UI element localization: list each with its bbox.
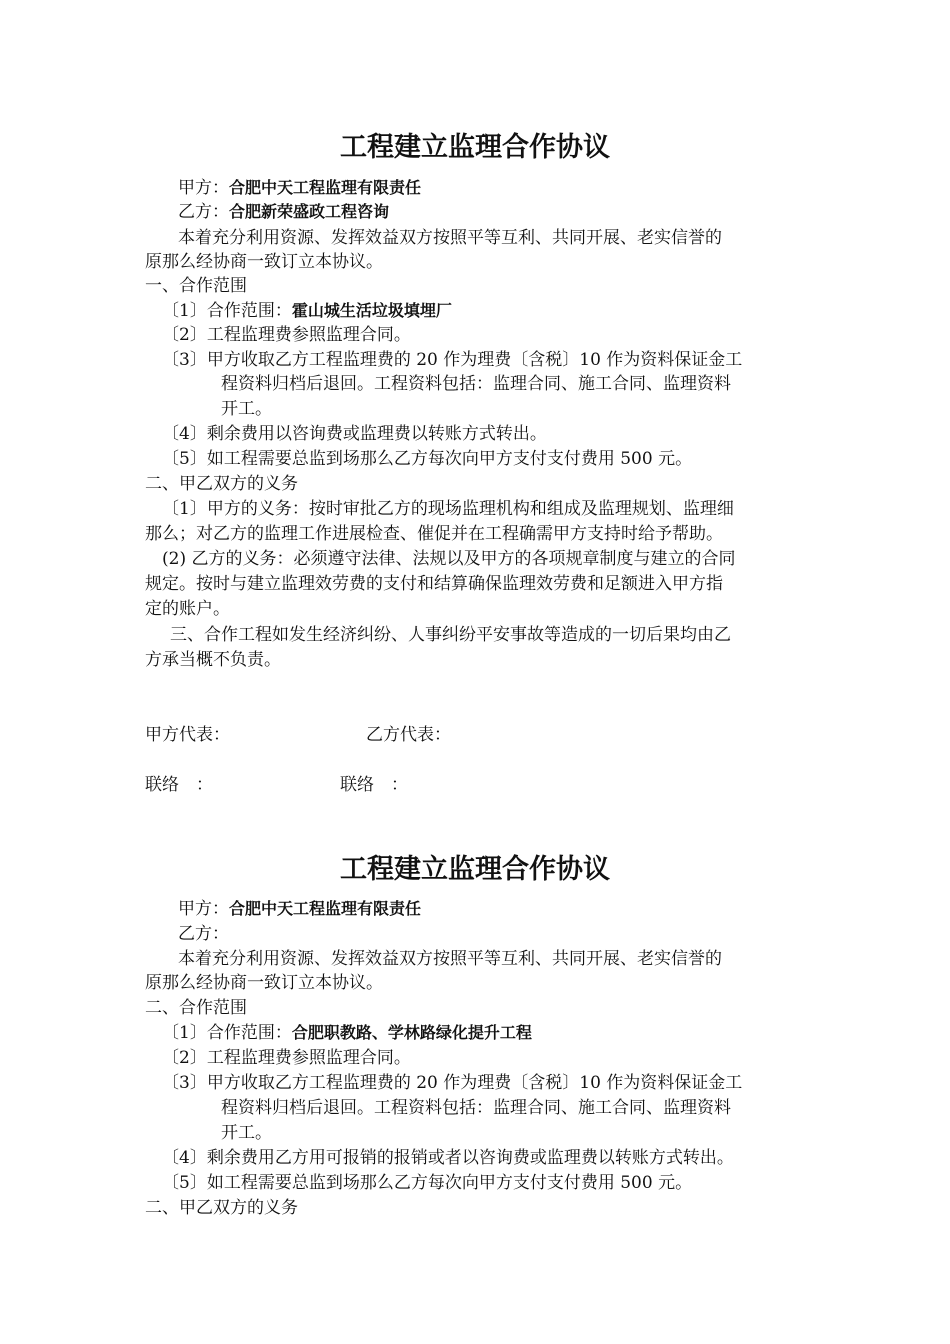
party-a-name: 合肥中天工程监理有限责任 [229, 178, 422, 197]
party-a-representative: 甲方代表： [145, 725, 230, 745]
duty-line: 那么；对乙方的监理工作进展检查、催促并在工程确需甲方支持时给予帮助。 [145, 524, 723, 544]
scope-item: 〔2〕工程监理费参照监理合同。 [162, 325, 411, 345]
scope-label: 〔1〕合作范围： [162, 301, 292, 321]
agreement-title: 工程建立监理合作协议 [340, 132, 610, 163]
scope-item: 〔2〕工程监理费参照监理合同。 [162, 1048, 411, 1068]
scope-item: 〔5〕如工程需要总监到场那么乙方每次向甲方支付支付费用 500 元。 [162, 1173, 693, 1193]
intro-line: 本着充分利用资源、发挥效益双方按照平等互利、共同开展、老实信誉的 [178, 949, 722, 969]
duty-line: 规定。按时与建立监理效劳费的支付和结算确保监理效劳费和足额进入甲方指 [145, 574, 723, 594]
party-a-line [178, 176, 421, 200]
intro-line: 原那么经协商一致订立本协议。 [145, 973, 383, 993]
section-heading: 二、甲乙双方的义务 [145, 474, 298, 494]
party-b-line [178, 200, 389, 224]
scope-item: 〔3〕甲方收取乙方工程监理费的 20 作为理费〔含税〕10 作为资料保证金工 [162, 1073, 743, 1093]
agreement-title: 工程建立监理合作协议 [340, 854, 610, 885]
party-a-contact: 联络 ： [145, 775, 213, 795]
section-three-line: 三、合作工程如发生经济纠纷、人事纠纷平安事故等造成的一切后果均由乙 [170, 625, 731, 645]
scope-item: 〔3〕甲方收取乙方工程监理费的 20 作为理费〔含税〕10 作为资料保证金工 [162, 350, 743, 370]
intro-line: 原那么经协商一致订立本协议。 [145, 252, 383, 272]
scope-item [162, 1021, 532, 1045]
scope-item: 〔4〕剩余费用乙方用可报销的报销或者以咨询费或监理费以转账方式转出。 [162, 1148, 734, 1168]
scope-item-continued: 程资料归档后退回。工程资料包括：监理合同、施工合同、监理资料 [221, 1098, 731, 1118]
section-heading: 二、甲乙双方的义务 [145, 1198, 298, 1218]
party-a-label: 甲方： [178, 178, 229, 198]
intro-line: 本着充分利用资源、发挥效益双方按照平等互利、共同开展、老实信誉的 [178, 228, 722, 248]
scope-value: 合肥职教路、学林路绿化提升工程 [291, 1023, 532, 1042]
party-b-line: 乙方： [178, 924, 229, 944]
party-a-name: 合肥中天工程监理有限责任 [229, 899, 422, 918]
party-a-line [178, 897, 421, 921]
party-b-label: 乙方： [178, 202, 229, 222]
scope-item: 〔5〕如工程需要总监到场那么乙方每次向甲方支付支付费用 500 元。 [162, 449, 693, 469]
section-heading: 二、合作范围 [145, 998, 247, 1018]
section-heading: 一、合作范围 [145, 276, 247, 296]
section-three-line: 方承当概不负责。 [145, 650, 281, 670]
scope-item: 〔4〕剩余费用以咨询费或监理费以转账方式转出。 [162, 424, 547, 444]
party-a-label: 甲方： [178, 899, 229, 919]
party-b-name: 合肥新荣盛政工程咨询 [229, 202, 390, 221]
scope-label: 〔1〕合作范围： [162, 1023, 292, 1043]
scope-item-continued: 开工。 [221, 1123, 272, 1143]
party-b-contact: 联络 ： [340, 775, 408, 795]
duty-line: (2) 乙方的义务：必须遵守法律、法规以及甲方的各项规章制度与建立的合同 [162, 549, 736, 569]
scope-item-continued: 程资料归档后退回。工程资料包括：监理合同、施工合同、监理资料 [221, 374, 731, 394]
party-b-representative: 乙方代表： [366, 725, 451, 745]
scope-item [162, 299, 452, 323]
scope-item-continued: 开工。 [221, 399, 272, 419]
duty-line: 定的账户。 [145, 599, 230, 619]
scope-value: 霍山城生活垃圾填埋厂 [291, 301, 452, 320]
duty-line: 〔1〕甲方的义务：按时审批乙方的现场监理机构和组成及监理规划、监理细 [162, 499, 734, 519]
